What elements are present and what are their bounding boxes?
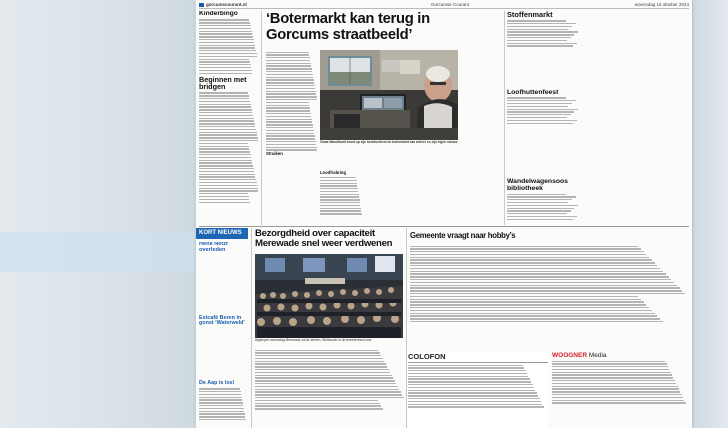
body-text-line (199, 25, 251, 26)
body-text-line (199, 53, 257, 54)
meeting-hall-caption: Afgelopen woensdag Merewade zal de ideeën. Wethouder is de tevredenheid over (255, 338, 372, 342)
body-text-lines (199, 92, 259, 202)
lower-headline-line2: Merewade snel weer verdwenen (255, 238, 393, 250)
body-text-lines (199, 388, 249, 420)
body-text-line (199, 45, 255, 46)
beginnen-heading: Beginnen met bridgen (199, 74, 247, 92)
page-date: woensdag 16 oktober 2024 (634, 2, 689, 7)
body-text-line (199, 42, 254, 43)
body-text-line (199, 47, 255, 48)
colofon-box (408, 352, 548, 428)
kort-item-estcafe: Estcafé Beren in gonst ‘Waterweld’ (199, 314, 245, 327)
body-text-lines (320, 177, 364, 215)
body-text-lines (552, 361, 690, 404)
lower-headline-line1: Bezorgdheid over capaciteit (255, 228, 375, 239)
body-text-lines (507, 20, 581, 46)
hobby-article-text (410, 244, 688, 348)
colofon-title: COLOFON (408, 352, 548, 363)
body-text-lines (507, 194, 581, 220)
subhead-struiken: Struiken (266, 151, 283, 157)
wandelwagens-heading: Wandelwagensoos bibliotheek (507, 177, 568, 192)
section-divider (199, 226, 689, 227)
body-text-line (199, 19, 249, 20)
divider (261, 11, 262, 225)
body-text-lines (255, 350, 405, 410)
kort-nieuws-label: KORT NIEUWS (196, 228, 248, 239)
main-headline (266, 12, 502, 44)
body-text-line (199, 33, 252, 34)
body-text-line (199, 67, 251, 68)
body-text-line (199, 36, 253, 37)
body-text-line (199, 31, 252, 32)
body-text-lines (408, 365, 548, 408)
woogner-suffix: Media (588, 352, 607, 359)
blurred-right-margin (692, 0, 728, 428)
hobby-headline: Gemeente vraagt naar hobby’s (410, 231, 516, 240)
woogner-brand: WOOGNER (552, 352, 588, 359)
kort-item-henk: Henk Netzr overleden (199, 242, 229, 253)
lower-headline (255, 229, 405, 250)
page-header (199, 2, 689, 9)
kinderbingo-heading: Kinderbingo (199, 11, 238, 17)
subhead-loodfrabring: Loodfrabring (320, 170, 347, 175)
body-text-line (199, 50, 256, 51)
lower-article-text (255, 348, 405, 428)
main-article-col2 (320, 147, 364, 225)
beginnen-text (199, 92, 259, 202)
body-text-line (199, 73, 252, 74)
kinderbingo-text (199, 19, 259, 73)
main-photo (320, 50, 458, 140)
stoffenmarkt-heading: Stoffenmarkt (507, 11, 553, 19)
body-text-line (199, 61, 250, 62)
body-text-line (199, 70, 252, 71)
blurred-left-margin (0, 0, 195, 428)
main-headline-line1: ‘Botermarkt kan terug in (266, 11, 430, 27)
divider (504, 11, 505, 225)
body-text-lines (266, 52, 318, 151)
site-name: gorcumscourant.nl (199, 2, 247, 7)
left-column (199, 11, 259, 225)
woogner-logo (552, 352, 690, 359)
divider (251, 228, 252, 428)
meeting-hall-photo (255, 254, 403, 338)
main-article-col1 (266, 50, 318, 226)
woogner-media-box (552, 352, 690, 428)
body-text-line (199, 28, 251, 29)
paper-name: Gorcumse Courant (431, 2, 470, 7)
article-text (266, 52, 318, 151)
kort-nieuws-column (199, 242, 249, 428)
body-text-lines (410, 246, 688, 323)
kort-item-aap: De Aap is los! (199, 380, 235, 387)
divider (406, 228, 407, 428)
right-column (507, 11, 581, 225)
body-text-line (199, 56, 257, 57)
body-text-line (199, 59, 249, 60)
loofhuttenfeest-heading: Loofhuttenfeest (507, 88, 559, 96)
body-text-lines (507, 97, 581, 123)
blur-band (0, 232, 195, 272)
main-headline-line2: Gorcums straatbeeld’ (266, 26, 413, 43)
main-photo-caption: Claas Wandlboek toont op zijn beeldscherm de botermarkt van weleer en zijn eigen nieuwe (320, 140, 458, 144)
newspaper-page (196, 0, 692, 428)
body-text-line (199, 22, 250, 23)
body-text-line (199, 64, 251, 65)
body-text-line (199, 39, 254, 40)
